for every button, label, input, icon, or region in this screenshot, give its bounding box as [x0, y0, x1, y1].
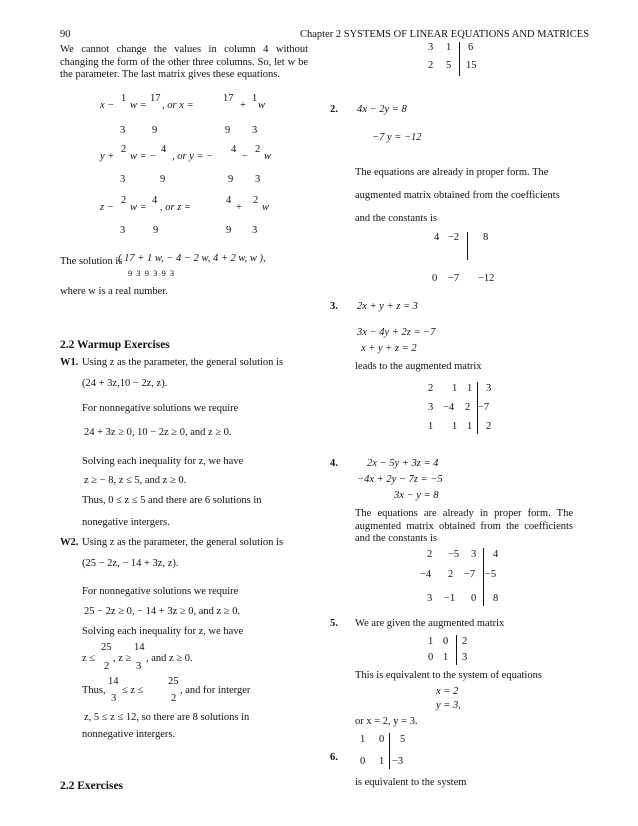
w1-thus: Thus, 0 ≤ z ≤ 5 and there are 6 solutions in: [82, 495, 262, 506]
solution-denominators: 9 3 9 3 9 3: [128, 268, 175, 278]
w2-line-3: nonnegative intergers.: [82, 729, 176, 740]
w2-label: W2.: [60, 537, 79, 548]
problem-5-eq-2: y = 3,: [436, 700, 461, 711]
problem-6-text: is equivalent to the system: [355, 777, 467, 788]
problem-5-number: 5.: [330, 618, 338, 629]
problem-3-eq-1: 2x + y + z = 3: [357, 301, 418, 312]
textbook-page: 90 Chapter 2 SYSTEMS OF LINEAR EQUATIONS AND MATRICES We cannot change the values in column 4 without changing the form of the other three columns. So, let w be the parameter. The last matrix gives these equations. x − 1 w = 17 , or x = 17 + 1 w 3 9 9 3 y + 2 w = − 4 , or y = − 4 − 2 w 3 9 9 3 z − 2 w = 4 , or z = 4 + 2 w 3 9 9 3 The solution is ( 17 + 1 w, − 4 − 2 w, 4 + 2 w, w ), 9 3 9 3 9 3 where w is a real number. 2.2 Warmup Exercises W1. Using z as the parameter, the general solution is (24 + 3z,10 − 2z, z). For nonnegative solutions we require 24 + 3z ≥ 0, 10 − 2z ≥ 0, and z ≥ 0. Solving each inequality for z, we have z ≥ − 8, z ≤ 5, and z ≥ 0. Thus, 0 ≤ z ≤ 5 and there are 6 solutions in nonegative intergers. W2. Using z as the parameter, the general solution is (25 − 2z, − 14 + 3z, z). For nonnegative solutions we require 25 − 2z ≥ 0, − 14 + 3z ≥ 0, and z ≥ 0. Solving each inequality for z, we have z ≤ 25 2 , z ≥ 14 3 , and z ≥ 0. Thus, 14 3 ≤ z ≤ 25 2 , and for interger z, 5 ≤ z ≤ 12, so there are 8 solutions in nonnegative intergers. 2.2 Exercises 3 1 6 2 5 15 2. 4x − 2y = 8 −7 y = −12 The equations are already in proper form. The augmented matrix obtained from the coefficients and the constants is 4 −2 8 0 −7 −12 3. 2x + y + z = 3 3x − 4y + 2z = −7 x + y + z = 2 leads to the augmented matrix 2 1 1 3 3 −4 2 −7 1 1 1 2 4. 2x − 5y + 3z = 4 −4x + 2y − 7z = −5 3x − y = 8 The equations are already in proper form. The augmented matrix obtained from the coefficients and the constants is 2 −5 3 4 −4 2 −7 −5 3 −1 0 8 5. We are given the augmented matrix 1 0 2 0 1 3 This is equivalent to the system of equations x = 2 y = 3, or x = 2, y = 3. 6. 1 0 5 0 1 −3 is equivalent to the system: [60, 29, 590, 792]
problem-2-text-2: augmented matrix obtained from the coefficients: [355, 190, 560, 201]
problem-2-eq-1: 4x − 2y = 8: [357, 104, 407, 115]
problem-5-text: We are given the augmented matrix: [355, 618, 505, 629]
w2-solve: Solving each inequality for z, we have: [82, 626, 244, 637]
w1-result: z ≥ − 8, z ≤ 5, and z ≥ 0.: [84, 475, 187, 486]
problem-4-eq-2: −4x + 2y − 7z = −5: [357, 474, 443, 485]
problem-2-number: 2.: [330, 104, 338, 115]
problem-6-number: 6.: [330, 752, 338, 763]
problem-4-number: 4.: [330, 458, 338, 469]
w2-require: For nonnegative solutions we require: [82, 586, 239, 597]
w1-inequalities: 24 + 3z ≥ 0, 10 − 2z ≥ 0, and z ≥ 0.: [84, 427, 232, 438]
problem-2-eq-2: −7 y = −12: [372, 132, 422, 143]
intro-paragraph: We cannot change the values in column 4 without changing the form of the other three columns. So, let w be the parameter. The last matrix gives these equations.: [60, 44, 308, 81]
problem-3-eq-3: x + y + z = 2: [361, 343, 417, 354]
w2-solution: (25 − 2z, − 14 + 3z, z).: [82, 558, 179, 569]
exercises-heading: 2.2 Exercises: [60, 780, 124, 792]
problem-4-text: The equations are already in proper form. The augmented matrix obtained from the coefficients and the constants is: [355, 508, 573, 545]
problem-3-eq-2: 3x − 4y + 2z = −7: [357, 327, 436, 338]
page-number: 90: [60, 29, 71, 40]
problem-4-eq-3: 3x − y = 8: [394, 490, 439, 501]
w1-text: Using z as the parameter, the general solution is: [82, 357, 284, 368]
w1-label: W1.: [60, 357, 79, 368]
solution-tail: where w is a real number.: [60, 286, 168, 297]
problem-5-or: or x = 2, y = 3.: [355, 716, 418, 727]
warmup-heading: 2.2 Warmup Exercises: [60, 339, 170, 351]
problem-3-text: leads to the augmented matrix: [355, 361, 482, 372]
running-title: Chapter 2 SYSTEMS OF LINEAR EQUATIONS AND MATRICES: [300, 29, 590, 40]
problem-3-number: 3.: [330, 301, 338, 312]
w1-thus-2: nonegative intergers.: [82, 517, 170, 528]
problem-5-eq-1: x = 2: [436, 686, 459, 697]
w2-line-2: z, 5 ≤ z ≤ 12, so there are 8 solutions in: [84, 712, 250, 723]
w2-text: Using z as the parameter, the general solution is: [82, 537, 284, 548]
problem-5-text-2: This is equivalent to the system of equations: [355, 670, 542, 681]
solution-lead: The solution is: [60, 256, 123, 267]
w1-require: For nonnegative solutions we require: [82, 403, 239, 414]
problem-4-eq-1: 2x − 5y + 3z = 4: [367, 458, 439, 469]
problem-2-text-1: The equations are already in proper form. The: [355, 167, 549, 178]
w1-solution: (24 + 3z,10 − 2z, z).: [82, 378, 168, 389]
w1-solve: Solving each inequality for z, we have: [82, 456, 244, 467]
solution-vector: ( 17 + 1 w, − 4 − 2 w, 4 + 2 w, w ),: [118, 253, 266, 264]
problem-2-text-3: and the constants is: [355, 213, 437, 224]
w2-inequalities: 25 − 2z ≥ 0, − 14 + 3z ≥ 0, and z ≥ 0.: [84, 606, 241, 617]
